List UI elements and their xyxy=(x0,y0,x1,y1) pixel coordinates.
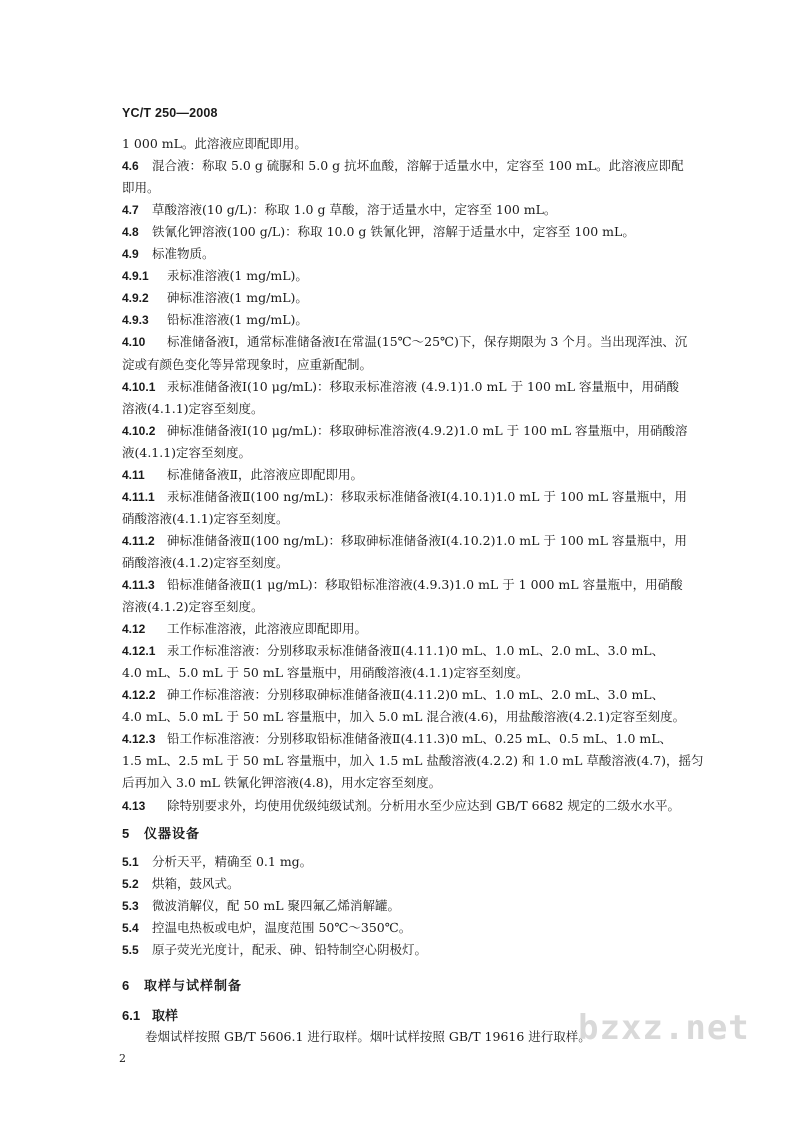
continuation-line xyxy=(122,136,307,152)
clause-line xyxy=(122,898,400,914)
clause-number: 4.9.3 xyxy=(122,313,149,328)
clause-number: 4.11 xyxy=(122,467,145,482)
clause-number: 4.11.2 xyxy=(122,533,155,548)
clause-text: 硝酸溶液(4.1.1)定容至刻度。 xyxy=(122,510,289,526)
clause-line xyxy=(122,246,215,262)
clause-text: 工作标准溶液，此溶液应即配即用。 xyxy=(167,621,368,637)
clause-text: 微波消解仪，配 50 mL 聚四氟乙烯消解罐。 xyxy=(152,898,400,913)
clause-number: 5.4 xyxy=(122,921,139,935)
clause-number: 4.11.1 xyxy=(122,489,155,504)
section-6-1-heading: 6.1 取样 xyxy=(122,1008,179,1024)
clause-text: 草酸溶液(10 g/L)：称取 1.0 g 草酸，溶于适量水中，定容至 100 mL。 xyxy=(152,202,557,218)
clause-text: 1 000 mL。此溶液应即配即用。 xyxy=(122,136,307,151)
clause-line xyxy=(122,533,687,549)
clause-number: 4.10.2 xyxy=(122,423,156,438)
clause-number: 4.11.3 xyxy=(122,578,155,592)
clause-text: 4.0 mL、5.0 mL 于 50 mL 容量瓶中，用硝酸溶液(4.1.1)定容至刻度。 xyxy=(122,665,529,681)
clause-text: 汞标准溶液(1 mg/mL)。 xyxy=(167,268,308,284)
clause-line xyxy=(122,731,672,747)
clause-text: 汞标准储备液Ⅱ(100 ng/mL)：移取汞标准储备液Ⅰ(4.10.1)1.0 mL 于 100 mL 容量瓶中，用 xyxy=(167,488,687,504)
clause-text: 标准物质。 xyxy=(152,246,215,262)
clause-text: 标准储备液Ⅰ，通常标准储备液Ⅰ在常温(15℃～25℃)下，保存期限为 3 个月。当出现浑浊、沉 xyxy=(167,334,688,350)
clause-text: 除特别要求外，均使用优级纯级试剂。分析用水至少应达到 GB/T 6682 规定的二级水水平。 xyxy=(167,797,680,813)
continuation-line xyxy=(122,555,289,571)
clause-text: 后再加入 3.0 mL 铁氰化钾溶液(4.8)，用水定容至刻度。 xyxy=(122,775,442,791)
clause-text: 硝酸溶液(4.1.2)定容至刻度。 xyxy=(122,554,289,570)
clause-line xyxy=(122,290,308,306)
clause-text: 砷标准储备液Ⅱ(100 ng/mL)：移取砷标准储备液Ⅰ(4.10.2)1.0 mL 于 100 mL 容量瓶中，用 xyxy=(167,532,687,548)
clause-text: 分析天平，精确至 0.1 mg。 xyxy=(152,854,313,869)
clause-text: 烘箱，鼓风式。 xyxy=(152,876,240,891)
clause-number: 4.9.1 xyxy=(122,269,149,284)
clause-line xyxy=(122,268,308,284)
clause-number: 4.10.1 xyxy=(122,379,156,394)
clause-text: 液(4.1.1)定容至刻度。 xyxy=(122,444,252,460)
clause-number: 5.2 xyxy=(122,877,139,891)
clause-text: 铅标准储备液Ⅱ(1 μg/mL)：移取铅标准溶液(4.9.3)1.0 mL 于 1 000 mL 容量瓶中，用硝酸 xyxy=(167,577,683,592)
clause-text: 砷标准储备液Ⅰ(10 μg/mL)：移取砷标准溶液(4.9.2)1.0 mL 于 100 mL 容量瓶中，用硝酸溶 xyxy=(167,422,688,438)
section-6-1-paragraph: 卷烟试样按照 GB/T 5606.1 进行取样。烟叶试样按照 GB/T 19616 进行取样。 xyxy=(145,1029,591,1044)
continuation-line xyxy=(122,753,704,769)
clause-line xyxy=(122,687,664,703)
clause-number: 4.13 xyxy=(122,798,146,813)
clause-text: 控温电热板或电炉，温度范围 50℃～350℃。 xyxy=(152,920,412,935)
clause-number: 4.10 xyxy=(122,335,146,350)
clause-text: 砷标准溶液(1 mg/mL)。 xyxy=(167,290,308,306)
clause-text: 1.5 mL、2.5 mL 于 50 mL 容量瓶中，加入 1.5 mL 盐酸溶液(4.2.2) 和 1.0 mL 草酸溶液(4.7)，摇匀 xyxy=(122,753,704,769)
clause-text: 标准储备液Ⅱ，此溶液应即配即用。 xyxy=(167,466,363,482)
clause-number: 4.6 xyxy=(122,159,139,174)
clause-text: 溶液(4.1.1)定容至刻度。 xyxy=(122,400,264,416)
clause-line xyxy=(122,920,411,936)
continuation-line xyxy=(122,709,685,725)
continuation-line xyxy=(122,445,251,461)
continuation-line xyxy=(122,511,289,527)
clause-line xyxy=(122,224,635,240)
clause-text: 4.0 mL、5.0 mL 于 50 mL 容量瓶中，加入 5.0 mL 混合液(4.6)，用盐酸溶液(4.2.1)定容至刻度。 xyxy=(122,709,686,725)
clause-line xyxy=(122,876,240,892)
clause-line xyxy=(122,312,308,328)
section-5-heading: 5 仪器设备 xyxy=(122,826,201,842)
clause-number: 4.9.2 xyxy=(122,291,149,306)
clause-number: 5.1 xyxy=(122,855,139,869)
clause-line xyxy=(122,854,312,870)
clause-line xyxy=(122,577,683,593)
clause-line xyxy=(122,423,688,439)
clause-text: 原子荧光光度计，配汞、砷、铅特制空心阴极灯。 xyxy=(152,942,428,957)
clause-number: 4.12.1 xyxy=(122,644,156,659)
clause-text: 淀或有颜色变化等异常现象时，应重新配制。 xyxy=(122,356,373,372)
continuation-line xyxy=(122,599,264,615)
clause-line xyxy=(122,379,679,395)
clause-number: 4.9 xyxy=(122,247,139,262)
continuation-line xyxy=(122,357,372,373)
clause-text: 铅标准溶液(1 mg/mL)。 xyxy=(167,312,308,328)
clause-line xyxy=(122,489,687,505)
clause-text: 汞工作标准溶液：分别移取汞标准储备液Ⅱ(4.11.1)0 mL、1.0 mL、2.0 mL、3.0 mL、 xyxy=(167,643,665,659)
clause-number: 4.12 xyxy=(122,622,146,637)
clause-number: 4.12.3 xyxy=(122,732,156,747)
section-6-heading: 6 取样与试样制备 xyxy=(122,978,243,994)
clause-line xyxy=(122,621,367,637)
continuation-line xyxy=(122,775,441,791)
clause-number: 4.8 xyxy=(122,225,139,240)
clause-line xyxy=(122,467,363,483)
clause-text: 砷工作标准溶液：分别移取砷标准储备液Ⅱ(4.11.2)0 mL、1.0 mL、2.0 mL、3.0 mL、 xyxy=(167,687,665,703)
clause-text: 溶液(4.1.2)定容至刻度。 xyxy=(122,599,264,615)
continuation-line xyxy=(122,401,264,417)
clause-line xyxy=(122,158,684,174)
clause-text: 铅工作标准溶液：分别移取铅标准储备液Ⅱ(4.11.3)0 mL、0.25 mL、0.5 mL、1.0 mL、 xyxy=(167,731,673,747)
clause-line xyxy=(122,334,687,350)
continuation-line xyxy=(122,665,529,681)
clause-number: 4.12.2 xyxy=(122,688,156,703)
clause-number: 4.7 xyxy=(122,203,139,218)
clause-line xyxy=(122,643,664,659)
clause-text: 即用。 xyxy=(122,180,160,196)
clause-line xyxy=(122,942,427,958)
clause-text: 汞标准储备液Ⅰ(10 μg/mL)：移取汞标准溶液 (4.9.1)1.0 mL 于 100 mL 容量瓶中，用硝酸 xyxy=(167,378,680,394)
standard-header: YC/T 250—2008 xyxy=(122,106,218,120)
clause-text: 铁氰化钾溶液(100 g/L)：称取 10.0 g 铁氰化钾，溶解于适量水中，定容至 100 mL。 xyxy=(152,224,635,240)
clause-text: 混合液：称取 5.0 g 硫脲和 5.0 g 抗坏血酸，溶解于适量水中，定容至 100 mL。此溶液应即配 xyxy=(152,158,684,174)
clause-number: 5.3 xyxy=(122,899,139,913)
continuation-line xyxy=(122,180,160,196)
clause-line xyxy=(122,202,556,218)
clause-number: 5.5 xyxy=(122,943,139,957)
site-watermark: bzxz.net xyxy=(578,1008,750,1048)
clause-line xyxy=(122,798,680,814)
page-number: 2 xyxy=(119,1052,126,1065)
